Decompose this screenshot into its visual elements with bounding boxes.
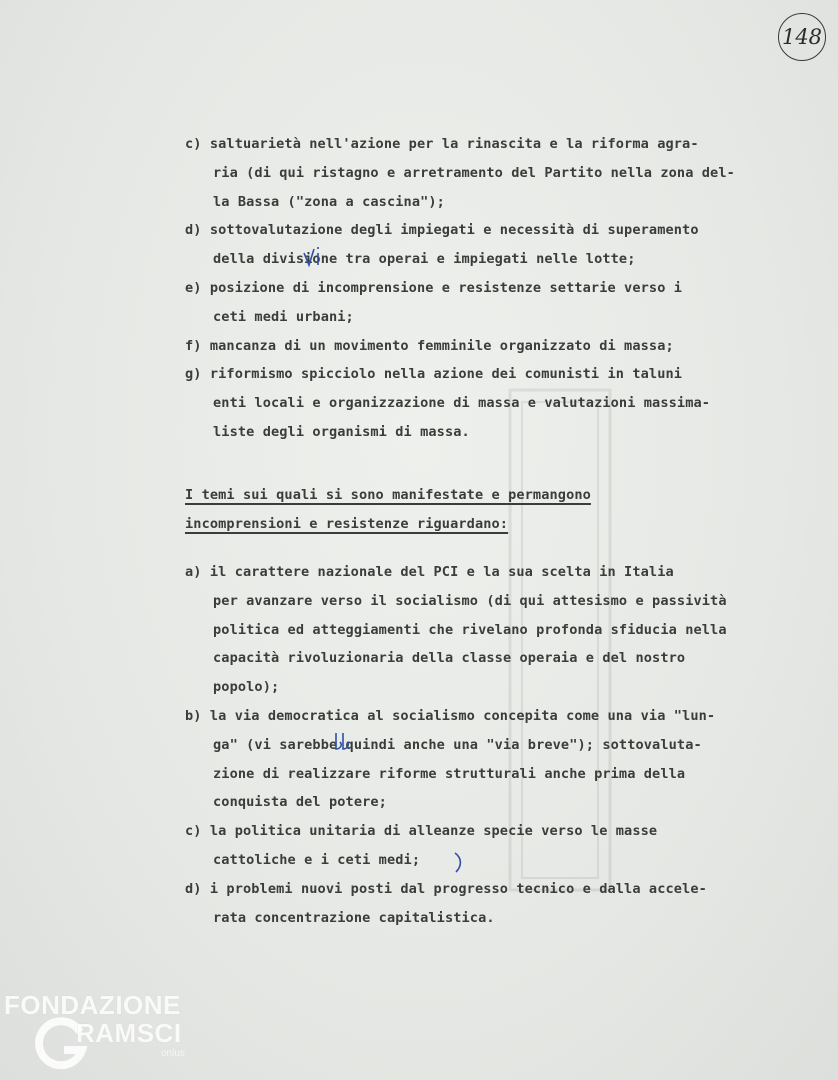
page-number-circle bbox=[778, 13, 826, 61]
list-item bbox=[185, 558, 830, 702]
text-line: della divisione tra operai e impiegati nelle lotte; bbox=[213, 251, 636, 268]
pen-correction-mark bbox=[333, 731, 359, 753]
list-item bbox=[185, 817, 830, 875]
fondazione-gramsci-logo bbox=[4, 990, 204, 1075]
heading-line: I temi sui quali si sono manifestate e permangono bbox=[185, 487, 591, 503]
text-line: popolo); bbox=[213, 679, 280, 696]
pen-correction-mark bbox=[300, 243, 330, 273]
list-item bbox=[185, 130, 830, 216]
text-line: ga" (vi sarebbe quindi anche una "via breve"); sottovaluta- bbox=[213, 736, 702, 753]
text-line: g) riformismo spicciolo nella azione dei comunisti in taluni bbox=[185, 366, 683, 383]
text-line: c) la politica unitaria di alleanze specie verso le masse bbox=[185, 823, 658, 840]
logo-text-onlus: onlus bbox=[161, 1048, 185, 1059]
list-item bbox=[185, 332, 830, 361]
list-item bbox=[185, 702, 830, 817]
text-line: e) posizione di incomprensione e resistenze settarie verso i bbox=[185, 279, 683, 296]
text-line: rata concentrazione capitalistica. bbox=[213, 909, 495, 926]
text-line: d) i problemi nuovi posti dal progresso tecnico e dalla accele- bbox=[185, 880, 707, 897]
logo-text-gramsci: RAMSCI bbox=[76, 1018, 182, 1048]
text-line: cattoliche e i ceti medi; bbox=[213, 851, 421, 868]
text-line: la Bassa ("zona a cascina"); bbox=[213, 193, 445, 210]
text-line: b) la via democratica al socialismo concepita come una via "lun- bbox=[185, 707, 716, 724]
text-line: c) saltuarietà nell'azione per la rinascita e la riforma agra- bbox=[185, 136, 699, 152]
text-line: enti locali e organizzazione di massa e valutazioni massima- bbox=[213, 395, 711, 412]
list-item bbox=[185, 360, 830, 446]
text-line: f) mancanza di un movimento femminile organizzato di massa; bbox=[185, 337, 674, 354]
text-line: politica ed atteggiamenti che rivelano profonda sfiducia nella bbox=[213, 621, 727, 638]
text-line: capacità rivoluzionaria della classe operaia e del nostro bbox=[213, 650, 686, 667]
text-line: ria (di qui ristagno e arretramento del Partito nella zona del- bbox=[213, 164, 735, 181]
list-after-heading bbox=[185, 558, 830, 932]
list-item bbox=[185, 274, 830, 332]
text-line: d) sottovalutazione degli impiegati e necessità di superamento bbox=[185, 222, 699, 239]
list-item bbox=[185, 216, 830, 274]
heading-line: incomprensioni e resistenze riguardano: bbox=[185, 515, 509, 532]
logo-text-fondazione: FONDAZIONE bbox=[4, 990, 181, 1020]
text-line: ceti medi urbani; bbox=[213, 308, 354, 325]
text-line: a) il carattere nazionale del PCI e la sua scelta in Italia bbox=[185, 564, 674, 580]
section-heading bbox=[185, 481, 830, 539]
text-line: liste degli organismi di massa. bbox=[213, 423, 470, 440]
page-number: 148 bbox=[781, 25, 823, 49]
list-before-heading bbox=[185, 130, 830, 447]
pen-correction-mark bbox=[452, 850, 468, 874]
list-item bbox=[185, 875, 830, 933]
text-line: zione di realizzare riforme strutturali anche prima della bbox=[213, 765, 686, 782]
text-line: conquista del potere; bbox=[213, 794, 387, 811]
text-line: per avanzare verso il socialismo (di qui attesismo e passività bbox=[213, 592, 727, 609]
